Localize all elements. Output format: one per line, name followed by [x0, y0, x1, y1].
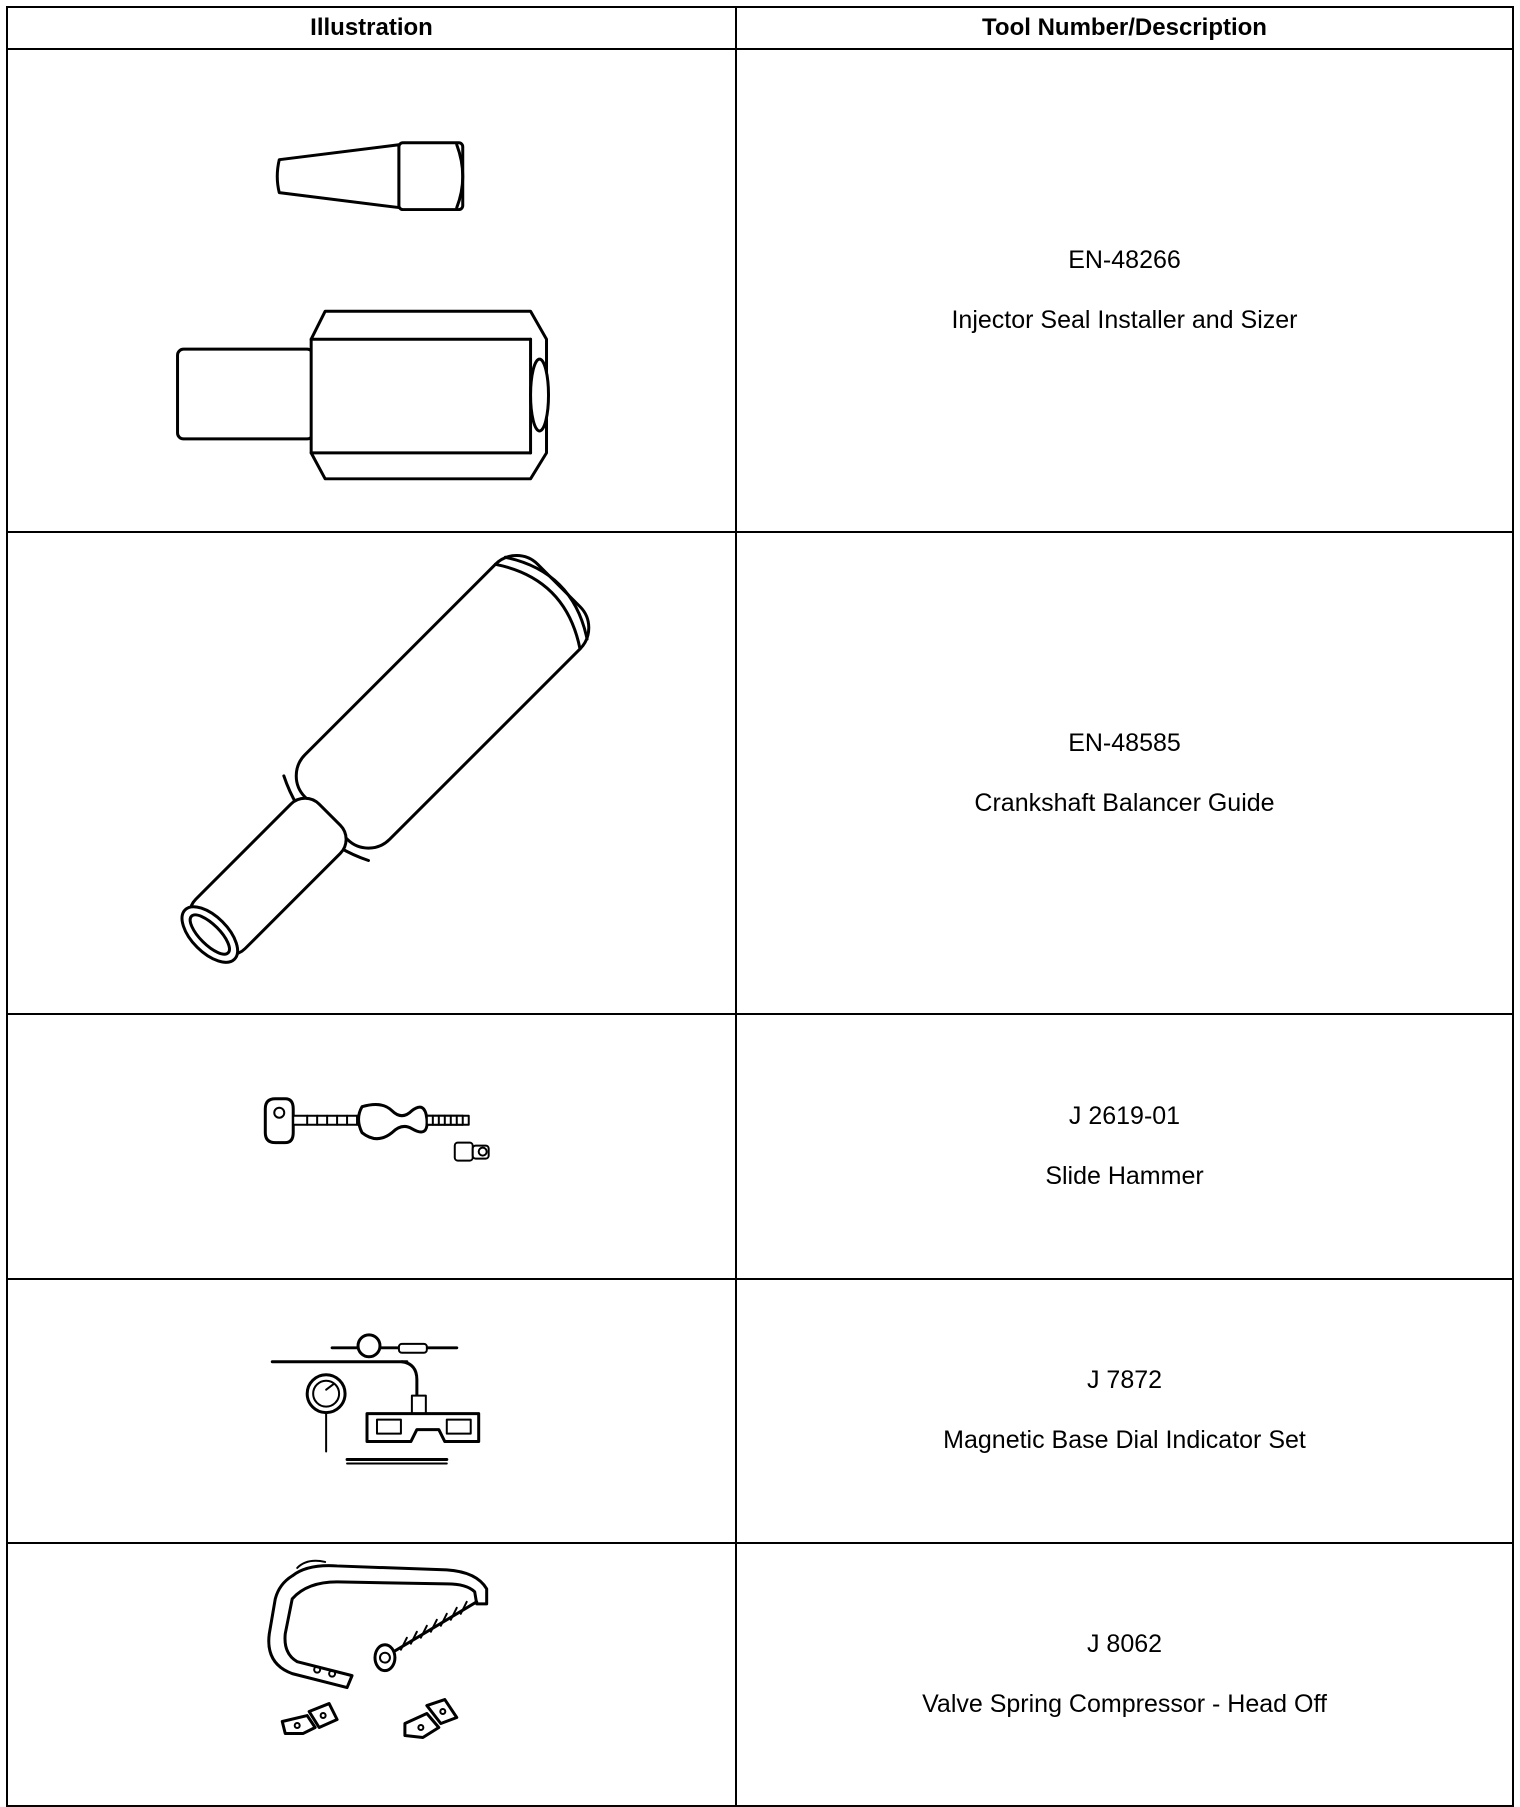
slide-hammer-icon — [8, 1015, 735, 1277]
tool-number: J 8062 — [1086, 1630, 1163, 1658]
tool-number: J 2619-01 — [1068, 1101, 1181, 1130]
tool-number: EN-48266 — [1068, 245, 1181, 274]
crankshaft-balancer-guide-icon — [8, 533, 735, 1014]
illustration-cell — [7, 1543, 736, 1806]
valve-spring-compressor-icon — [8, 1544, 735, 1805]
table-row — [7, 49, 1513, 532]
table-header-row — [7, 7, 1513, 49]
description-cell — [736, 532, 1513, 1015]
injector-seal-installer-icon — [8, 50, 735, 531]
table-row — [7, 1543, 1513, 1806]
tool-name: Valve Spring Compressor - Head Off — [922, 1690, 1327, 1718]
illustration-cell — [7, 532, 736, 1015]
description-header: Tool Number/Description — [736, 7, 1513, 49]
description-cell — [736, 49, 1513, 532]
dial-indicator-set-icon — [8, 1280, 735, 1542]
description-cell — [736, 1014, 1513, 1278]
description-cell — [736, 1543, 1513, 1806]
illustration-header: Illustration — [7, 7, 736, 49]
tool-name: Injector Seal Installer and Sizer — [951, 305, 1298, 334]
tool-name: Magnetic Base Dial Indicator Set — [943, 1426, 1306, 1455]
table-row — [7, 532, 1513, 1015]
tool-number: EN-48585 — [1068, 728, 1181, 757]
illustration-cell — [7, 49, 736, 532]
tool-name: Slide Hammer — [1045, 1161, 1204, 1190]
table-row — [7, 1014, 1513, 1278]
tool-name: Crankshaft Balancer Guide — [974, 788, 1275, 817]
tool-table — [6, 6, 1514, 1807]
illustration-cell — [7, 1279, 736, 1543]
table-row — [7, 1279, 1513, 1543]
description-cell — [736, 1279, 1513, 1543]
tool-number: J 7872 — [1086, 1366, 1163, 1395]
illustration-cell — [7, 1014, 736, 1278]
